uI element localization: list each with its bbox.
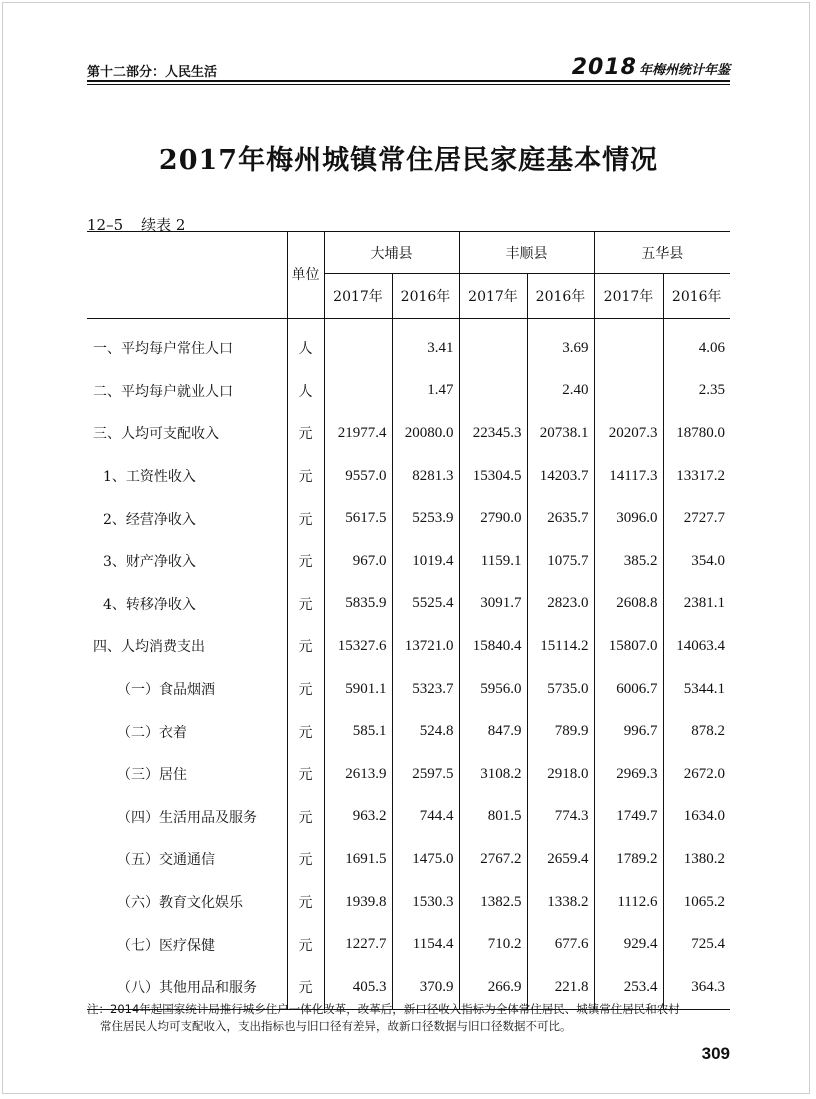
- value-cell: 801.5: [459, 796, 527, 839]
- value-cell: 1382.5: [459, 881, 527, 924]
- value-cell: 15807.0: [594, 625, 663, 668]
- table-body: [87, 319, 730, 1010]
- value-cell: 1338.2: [527, 881, 594, 924]
- value-cell: 2969.3: [594, 753, 663, 796]
- value-cell: 3108.2: [459, 753, 527, 796]
- value-cell: 2597.5: [392, 753, 459, 796]
- value-cell: 5956.0: [459, 668, 527, 711]
- row-unit: 元: [287, 668, 324, 711]
- footnote-line: 注：2014年起国家统计局推行城乡住户一体化改革，改革后，新口径收入指标为全体常住居民、城镇常住居民和农村: [87, 1002, 680, 1016]
- table-row: [87, 497, 730, 540]
- value-cell: 847.9: [459, 710, 527, 753]
- group-header: 丰顺县: [459, 232, 594, 274]
- row-unit: 人: [287, 319, 324, 370]
- value-cell: 2381.1: [663, 583, 730, 626]
- value-cell: 354.0: [663, 540, 730, 583]
- group-header: 大埔县: [324, 232, 459, 274]
- row-label: （七）医疗保健: [117, 937, 215, 954]
- value-cell: 1075.7: [527, 540, 594, 583]
- row-label: 2、经营净收入: [103, 511, 196, 528]
- value-cell: 14063.4: [663, 625, 730, 668]
- row-label: 一、平均每户常住人口: [93, 341, 233, 358]
- value-cell: [324, 319, 392, 370]
- value-cell: 405.3: [324, 966, 392, 1009]
- value-cell: 963.2: [324, 796, 392, 839]
- section-title: 第十二部分：人民生活: [87, 65, 218, 80]
- value-cell: 2.35: [663, 370, 730, 413]
- unit-header: 单位: [287, 232, 324, 319]
- value-cell: 1.47: [392, 370, 459, 413]
- footnote: [87, 1001, 737, 1035]
- row-unit: 元: [287, 796, 324, 839]
- table-row: [87, 710, 730, 753]
- value-cell: 15327.6: [324, 625, 392, 668]
- value-cell: 1634.0: [663, 796, 730, 839]
- value-cell: [594, 319, 663, 370]
- value-cell: 3096.0: [594, 497, 663, 540]
- value-cell: [324, 370, 392, 413]
- row-unit: 元: [287, 412, 324, 455]
- table-row: [87, 668, 730, 711]
- page-title: 2017年梅州城镇常住居民家庭基本情况: [158, 145, 659, 176]
- table-row: [87, 370, 730, 413]
- year-header: 2016年: [392, 274, 459, 319]
- table-row: [87, 625, 730, 668]
- value-cell: 14203.7: [527, 455, 594, 498]
- value-cell: 4.06: [663, 319, 730, 370]
- row-label: （五）交通通信: [117, 852, 215, 869]
- header-rule: [87, 80, 730, 82]
- value-cell: 15840.4: [459, 625, 527, 668]
- value-cell: 5617.5: [324, 497, 392, 540]
- value-cell: 1227.7: [324, 923, 392, 966]
- value-cell: 1939.8: [324, 881, 392, 924]
- yearbook-title: [572, 55, 730, 80]
- value-cell: 967.0: [324, 540, 392, 583]
- value-cell: 1154.4: [392, 923, 459, 966]
- table-row: [87, 923, 730, 966]
- header-rule-thin: [87, 84, 730, 85]
- value-cell: 878.2: [663, 710, 730, 753]
- running-header: [87, 55, 730, 81]
- value-cell: 5901.1: [324, 668, 392, 711]
- value-cell: 2.40: [527, 370, 594, 413]
- value-cell: 1749.7: [594, 796, 663, 839]
- value-cell: 996.7: [594, 710, 663, 753]
- table-row: [87, 881, 730, 924]
- value-cell: 3.69: [527, 319, 594, 370]
- row-label: （八）其他用品和服务: [117, 980, 257, 997]
- value-cell: 15114.2: [527, 625, 594, 668]
- value-cell: 20738.1: [527, 412, 594, 455]
- row-unit: 元: [287, 497, 324, 540]
- table-continuation: 续表 2: [141, 216, 186, 234]
- value-cell: 710.2: [459, 923, 527, 966]
- value-cell: 677.6: [527, 923, 594, 966]
- value-cell: 5525.4: [392, 583, 459, 626]
- value-cell: 9557.0: [324, 455, 392, 498]
- table-row: [87, 540, 730, 583]
- table-row: [87, 753, 730, 796]
- value-cell: 1019.4: [392, 540, 459, 583]
- year-header: 2017年: [459, 274, 527, 319]
- table-row: [87, 412, 730, 455]
- row-label: （一）食品烟酒: [117, 682, 215, 699]
- row-label: （六）教育文化娱乐: [117, 895, 243, 912]
- row-unit: 元: [287, 583, 324, 626]
- value-cell: 5323.7: [392, 668, 459, 711]
- value-cell: 253.4: [594, 966, 663, 1009]
- value-cell: 370.9: [392, 966, 459, 1009]
- year-header: 2016年: [663, 274, 730, 319]
- value-cell: 5835.9: [324, 583, 392, 626]
- row-unit: 人: [287, 370, 324, 413]
- value-cell: 1159.1: [459, 540, 527, 583]
- value-cell: 364.3: [663, 966, 730, 1009]
- value-cell: [459, 319, 527, 370]
- value-cell: 5344.1: [663, 668, 730, 711]
- value-cell: 3091.7: [459, 583, 527, 626]
- statistics-table: [87, 231, 730, 1010]
- value-cell: 1789.2: [594, 838, 663, 881]
- value-cell: [459, 370, 527, 413]
- footnote-line: 常住居民人均可支配收入，支出指标也与旧口径有差异，故新口径数据与旧口径数据不可比。: [100, 1019, 572, 1033]
- table-row: [87, 838, 730, 881]
- value-cell: 744.4: [392, 796, 459, 839]
- row-unit: 元: [287, 966, 324, 1009]
- value-cell: 13317.2: [663, 455, 730, 498]
- value-cell: 2613.9: [324, 753, 392, 796]
- value-cell: 221.8: [527, 966, 594, 1009]
- row-unit: 元: [287, 753, 324, 796]
- table-row: [87, 455, 730, 498]
- value-cell: 1530.3: [392, 881, 459, 924]
- table-number: 12–5: [87, 216, 124, 234]
- value-cell: 2790.0: [459, 497, 527, 540]
- value-cell: 5735.0: [527, 668, 594, 711]
- value-cell: 789.9: [527, 710, 594, 753]
- year-header: 2017年: [324, 274, 392, 319]
- value-cell: 2727.7: [663, 497, 730, 540]
- value-cell: 2672.0: [663, 753, 730, 796]
- row-unit: 元: [287, 923, 324, 966]
- group-header: 五华县: [594, 232, 730, 274]
- value-cell: 2608.8: [594, 583, 663, 626]
- table-row: [87, 319, 730, 370]
- value-cell: 20207.3: [594, 412, 663, 455]
- value-cell: 2767.2: [459, 838, 527, 881]
- row-unit: 元: [287, 540, 324, 583]
- row-label: 4、转移净收入: [103, 596, 196, 613]
- value-cell: 585.1: [324, 710, 392, 753]
- value-cell: 385.2: [594, 540, 663, 583]
- value-cell: 22345.3: [459, 412, 527, 455]
- value-cell: 20080.0: [392, 412, 459, 455]
- row-unit: 元: [287, 455, 324, 498]
- value-cell: 6006.7: [594, 668, 663, 711]
- value-cell: 774.3: [527, 796, 594, 839]
- value-cell: 21977.4: [324, 412, 392, 455]
- value-cell: 929.4: [594, 923, 663, 966]
- value-cell: [594, 370, 663, 413]
- value-cell: 14117.3: [594, 455, 663, 498]
- row-label: 1、工资性收入: [103, 469, 196, 486]
- row-label: （三）居住: [117, 767, 187, 784]
- value-cell: 1475.0: [392, 838, 459, 881]
- row-unit: 元: [287, 710, 324, 753]
- value-cell: 2659.4: [527, 838, 594, 881]
- value-cell: 2918.0: [527, 753, 594, 796]
- row-unit: 元: [287, 881, 324, 924]
- value-cell: 3.41: [392, 319, 459, 370]
- value-cell: 266.9: [459, 966, 527, 1009]
- row-label: 3、财产净收入: [103, 554, 196, 571]
- row-label: （四）生活用品及服务: [117, 809, 257, 826]
- year-header: 2017年: [594, 274, 663, 319]
- row-label: 二、平均每户就业人口: [93, 383, 233, 400]
- value-cell: 1380.2: [663, 838, 730, 881]
- row-label: 三、人均可支配收入: [93, 426, 219, 443]
- page-number: 309: [701, 1044, 730, 1063]
- value-cell: 5253.9: [392, 497, 459, 540]
- year-header: 2016年: [527, 274, 594, 319]
- yearbook-year: 2018: [571, 55, 637, 80]
- value-cell: 1112.6: [594, 881, 663, 924]
- value-cell: 1065.2: [663, 881, 730, 924]
- yearbook-name: 年梅州统计年鉴: [638, 63, 730, 78]
- value-cell: 13721.0: [392, 625, 459, 668]
- table-row: [87, 796, 730, 839]
- value-cell: 725.4: [663, 923, 730, 966]
- value-cell: 524.8: [392, 710, 459, 753]
- value-cell: 18780.0: [663, 412, 730, 455]
- table-row: [87, 583, 730, 626]
- row-label: （二）衣着: [117, 724, 187, 741]
- row-unit: 元: [287, 625, 324, 668]
- value-cell: 2823.0: [527, 583, 594, 626]
- value-cell: 1691.5: [324, 838, 392, 881]
- value-cell: 2635.7: [527, 497, 594, 540]
- value-cell: 15304.5: [459, 455, 527, 498]
- row-unit: 元: [287, 838, 324, 881]
- value-cell: 8281.3: [392, 455, 459, 498]
- row-label: 四、人均消费支出: [93, 639, 205, 656]
- label-header: [87, 232, 287, 319]
